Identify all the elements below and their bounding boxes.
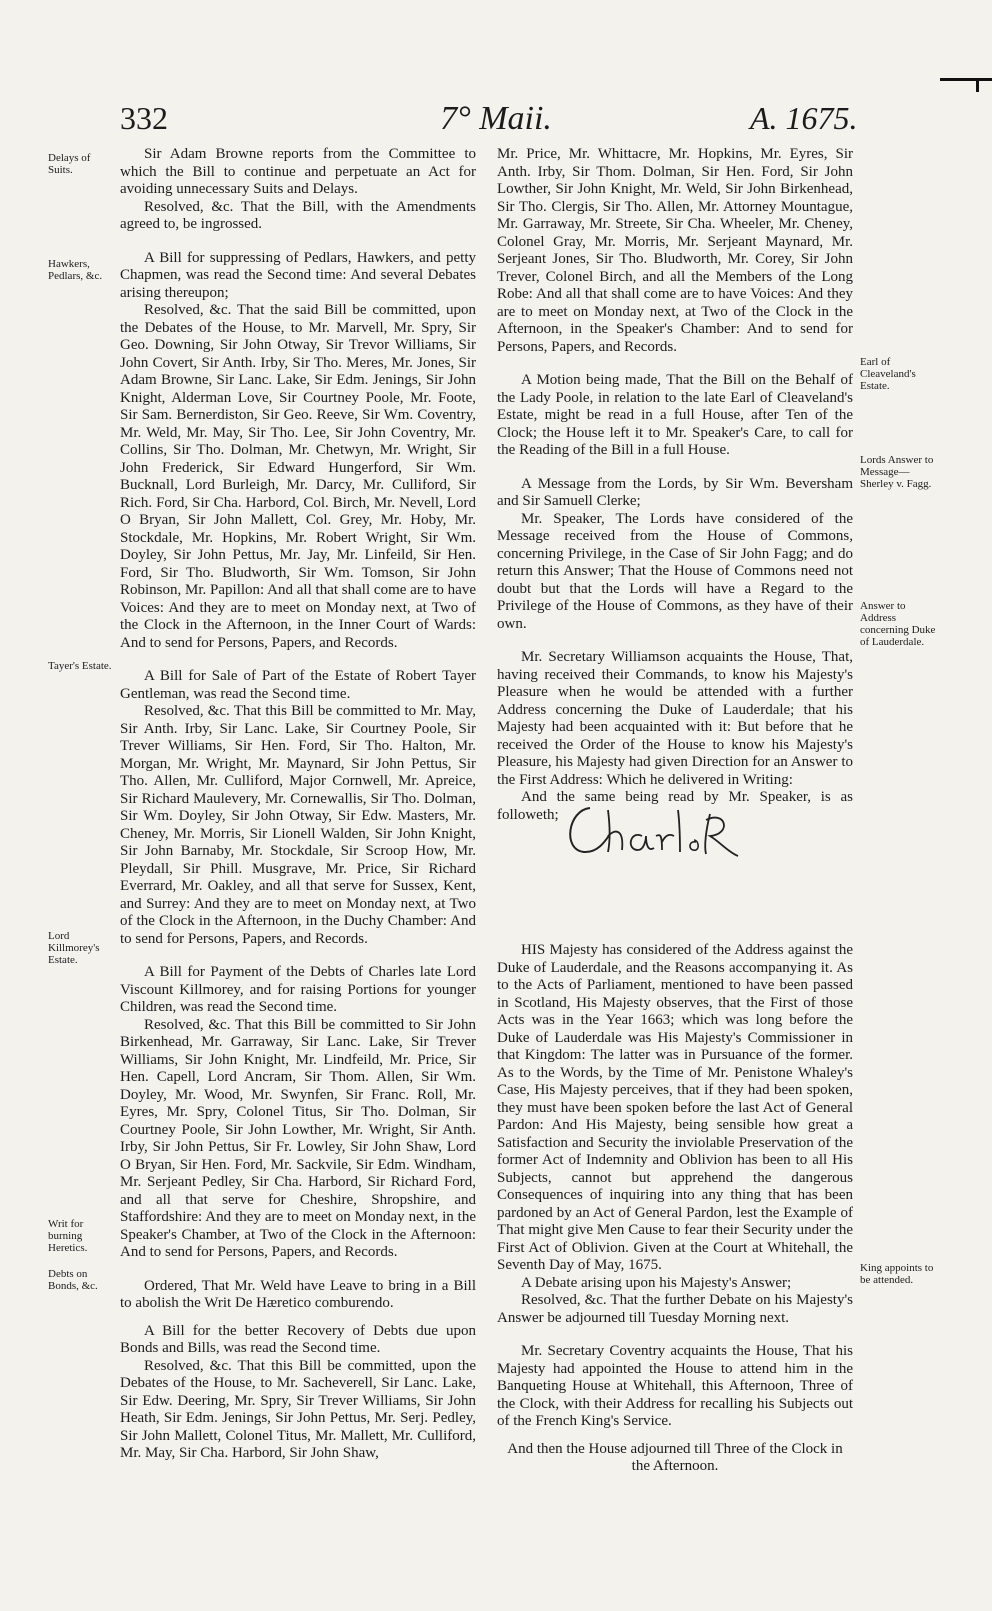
margin-note-tayer: Tayer's Estate.: [48, 660, 112, 672]
royal-signature: [550, 790, 750, 870]
paragraph: Resolved, &c. That this Bill be committed to Mr. May, Sir Anth. Irby, Sir Lanc. Lake, Sir Courtney Poole, Sir Trever Williams, Sir Hen. Ford, Sir Tho. Halton, Mr. Morgan, Mr. Wright, Mr. Maynard, Sir John Pettus, Sir Tho. Allen, Mr. Culliford, Major Cornwell, Mr. Apreice, Sir Richard Maulevery, Mr. Cornewallis, Sir Tho. Dolman, Sir Wm. Doyley, Sir John Otway, Sir Edw. Masters, Mr. Cheney, Mr. Morris, Sir Lionell Walden, Sir John Knight, Sir John Barnaby, Mr. Stockdale, Sir Scroop How, Mr. Pleydall, Sir Phill. Musgrave, Mr. Price, Sir Richard Everrard, Mr. Oakley, and all that serve for Sussex, Kent, and Surrey: And they are to meet on Monday next, at Two of the Clock in the Afternoon, in the Duchy Chamber: And to send for Persons, Papers, and Records.: [120, 703, 476, 947]
paragraph: A Bill for Sale of Part of the Estate of Robert Tayer Gentleman, was read the Second time.: [120, 668, 476, 702]
margin-note-lauderdale: Answer to Address concerning Duke of Lauderdale.: [860, 600, 936, 648]
paragraph: Mr. Secretary Coventry acquaints the House, That his Majesty had appointed the House to attend him in the Banqueting House at Whitehall, this Afternoon, Three of the Clock, with their Address for recalling his Subjects out of the French King's Service.: [497, 1343, 853, 1429]
margin-note-lords-answer: Lords Answer to Message— Sherley v. Fagg.: [860, 454, 934, 490]
paragraph: Ordered, That Mr. Weld have Leave to bring in a Bill to abolish the Writ De Hæretico comburendo.: [120, 1277, 476, 1311]
margin-note-writ: Writ for burning Heretics.: [48, 1218, 88, 1254]
running-title: 7° Maii.: [440, 100, 552, 137]
paragraph: A Bill for suppressing of Pedlars, Hawkers, and petty Chapmen, was read the Second time: And several Debates arising thereupon;: [120, 249, 476, 301]
paragraph: A Bill for Payment of the Debts of Charles late Lord Viscount Killmorey, and for raising Portions for younger Children, was read the Second time.: [120, 964, 476, 1015]
paragraph: Resolved, &c. That this Bill be committed to Sir John Birkenhead, Mr. Garraway, Sir Lanc. Lake, Sir Trever Williams, Sir John Knight, Mr. Lindfeild, Mr. Price, Sir Hen. Capell, Lord Ancram, Sir Thom. Allen, Sir Wm. Doyley, Mr. Wood, Mr. Swynfen, Sir Franc. Roll, Mr. Eyres, Mr. Spry, Colonel Titus, Sir Tho. Dolman, Sir Courtney Poole, Sir John Lowther, Mr. Wright, Sir Anth. Irby, Sir John Pettus, Sir Fr. Lowley, Sir John Shaw, Lord O Bryan, Sir Hen. Ford, Mr. Sackvile, Sir Edm. Windham, Mr. Serjeant Pedley, Sir Cha. Harbord, Sir Richard Ford, and all that serve for Cheshire, Shropshire, and Staffordshire: And they are to meet on Monday next, in the Speaker's Chamber, at Two of the Clock in the Afternoon: And to send for Persons, Papers, and Records.: [120, 1016, 476, 1260]
paragraph: A Bill for the better Recovery of Debts due upon Bonds and Bills, was read the Second time.: [120, 1322, 476, 1356]
paragraph: Resolved, &c. That the further Debate on his Majesty's Answer be adjourned till Tuesday Morning next.: [497, 1292, 853, 1326]
corner-mark: [940, 78, 992, 88]
paragraph: And the same being read by Mr. Speaker, is as followeth;: [497, 789, 853, 823]
margin-note-kilmorey: Lord Killmorey's Estate.: [48, 930, 100, 966]
paragraph: Mr. Price, Mr. Whittacre, Mr. Hopkins, Mr. Eyres, Sir Anth. Irby, Sir Thom. Dolman, Sir Hen. Ford, Sir John Lowther, Sir John Knight, Mr. Weld, Sir John Birkenhead, Sir Tho. Clergis, Sir Tho. Allen, Mr. Attorney Mountague, Mr. Garraway, Mr. Streete, Sir Cha. Wheeler, Mr. Cheney, Colonel Gray, Mr. Morris, Mr. Serjeant Maynard, Mr. Serjeant Jones, Sir Tho. Bludworth, Mr. Corey, Sir John Trever, Colonel Birch, and all the Members of the Long Robe: And all that shall come are to have Voices: And they are to meet on Monday next, at Two of the Clock in the Afternoon, in the Speaker's Chamber: And to send for Persons, Papers, and Records.: [497, 146, 853, 355]
paragraph: Sir Adam Browne reports from the Committee to which the Bill to continue and perpetuate an Act for avoiding unnecessary Suits and Delays.: [120, 146, 476, 197]
margin-note-hawkers: Hawkers, Pedlars, &c.: [48, 258, 103, 282]
paragraph: Mr. Secretary Williamson acquaints the House, That, having received their Commands, to know his Majesty's Pleasure when he would be attended with a further Address concerning the Duke of Lauderdale; that his Majesty had been acquainted with it: But before that he received the Order of the House to know his Majesty's Pleasure, his Majesty had given Direction for an Answer to the First Address: Which he delivered in Writing:: [497, 649, 853, 788]
page-header: [0, 78, 992, 138]
paragraph: Resolved, &c. That this Bill be committed, upon the Debates of the House, to Mr. Sacheverell, Sir Lanc. Lake, Sir Edw. Deering, Mr. Spry, Sir Trever Williams, Sir John Heath, Sir Edm. Jenings, Sir John Pettus, Mr. Serj. Pedley, Sir John Mallett, Colonel Titus, Mr. Mallett, Mr. Culliford, Mr. May, Sir Cha. Harbord, Sir John Shaw,: [120, 1357, 476, 1461]
margin-note-king: King appoints to be attended.: [860, 1262, 934, 1286]
page-number: 332: [120, 100, 168, 136]
paragraph: A Message from the Lords, by Sir Wm. Beversham and Sir Samuell Clerke;: [497, 475, 853, 509]
year-heading: A. 1675.: [750, 100, 858, 136]
paragraph: A Motion being made, That the Bill on the Behalf of the Lady Poole, in relation to the late Earl of Cleaveland's Estate, might be read in a full House, after Ten of the Clock; the House left it to Mr. Speaker's Care, to call for the Reading of the Bill in a full House.: [497, 372, 853, 458]
margin-note-debts: Debts on Bonds, &c.: [48, 1268, 98, 1292]
margin-note-cleaveland: Earl of Cleaveland's Estate.: [860, 356, 916, 392]
paragraph: Resolved, &c. That the Bill, with the Amendments agreed to, be ingrossed.: [120, 198, 476, 232]
margin-note-delays: Delays of Suits.: [48, 152, 91, 176]
adjournment: And then the House adjourned till Three of the Clock in the Afternoon.: [507, 1440, 843, 1474]
paragraph: A Debate arising upon his Majesty's Answer;: [521, 1274, 792, 1291]
left-column: [120, 146, 476, 1463]
paragraph: Mr. Speaker, The Lords have considered of the Message received from the House of Commons, concerning Privilege, in the Case of Sir John Fagg; and do return this Answer; That the House of Commons need not doubt but that the Lords will have a Regard to the Privilege of the House of Commons, as they have of their own.: [497, 510, 853, 632]
paragraph: HIS Majesty has considered of the Address against the Duke of Lauderdale, and the Reasons accompanying it. As to the Acts of Parliament, mentioned to have been passed in Scotland, His Majesty observes, that the First of those Acts was in the Year 1663; which was long before the Duke of Lauderdale was His Majesty's Commissioner in that Kingdom: The latter was in Pursuance of the former. As to the Words, by the Time of Mr. Penistone Whaley's Case, His Majesty perceives, that if they had been spoken, they must have been spoken before the last Act of General Pardon: And His Majesty, being sensible how great a Satisfaction and Security the inviolable Preservation of the former Act of Indemnity and Oblivion has been to all His Subjects, cannot but apprehend the dangerous Consequences of inquiring into any thing that has been pardoned by an Act of General Pardon, lest the Example of That might give Men Cause to fear their Security under the First Act of Oblivion. Given at the Court at Whitehall, the Seventh Day of May, 1675.: [497, 942, 853, 1273]
paragraph: Resolved, &c. That the said Bill be committed, upon the Debates of the House, to Mr. Marvell, Mr. Spry, Sir Geo. Downing, Sir John Otway, Sir Trevor Williams, Sir John Covert, Sir Anth. Irby, Sir Tho. Meres, Mr. Jones, Sir Adam Browne, Sir Lanc. Lake, Sir Edm. Jenings, Sir John Knight, Alderman Love, Sir Courtney Poole, Mr. Foote, Sir Sam. Bernerdiston, Sir Geo. Reeve, Sir Wm. Coventry, Mr. Weld, Mr. May, Sir Tho. Lee, Sir John Coventry, Mr. Collins, Sir Tho. Dolman, Mr. Chetwyn, Mr. Wright, Sir John Frederick, Sir Edward Hungerford, Sir Wm. Bucknall, Lord Burleigh, Mr. Darcy, Mr. Culliford, Sir Rich. Ford, Sir Cha. Harbord, Col. Birch, Mr. Nevell, Lord O Bryan, Sir John Mallett, Col. Grey, Mr. Hoby, Mr. Stockdale, Mr. Hopkins, Mr. Robert Wright, Sir Wm. Doyley, Sir John Pettus, Mr. Jay, Mr. Linfeild, Sir Hen. Ford, Sir Tho. Bludworth, Sir Wm. Tomson, Sir John Robinson, Mr. Papillon: And all that shall come are to have Voices: And they are to meet on Monday next, at Two of the Clock in the Afternoon, in the Inner Court of Wards: And to send for Persons, Papers, and Records.: [120, 302, 476, 651]
